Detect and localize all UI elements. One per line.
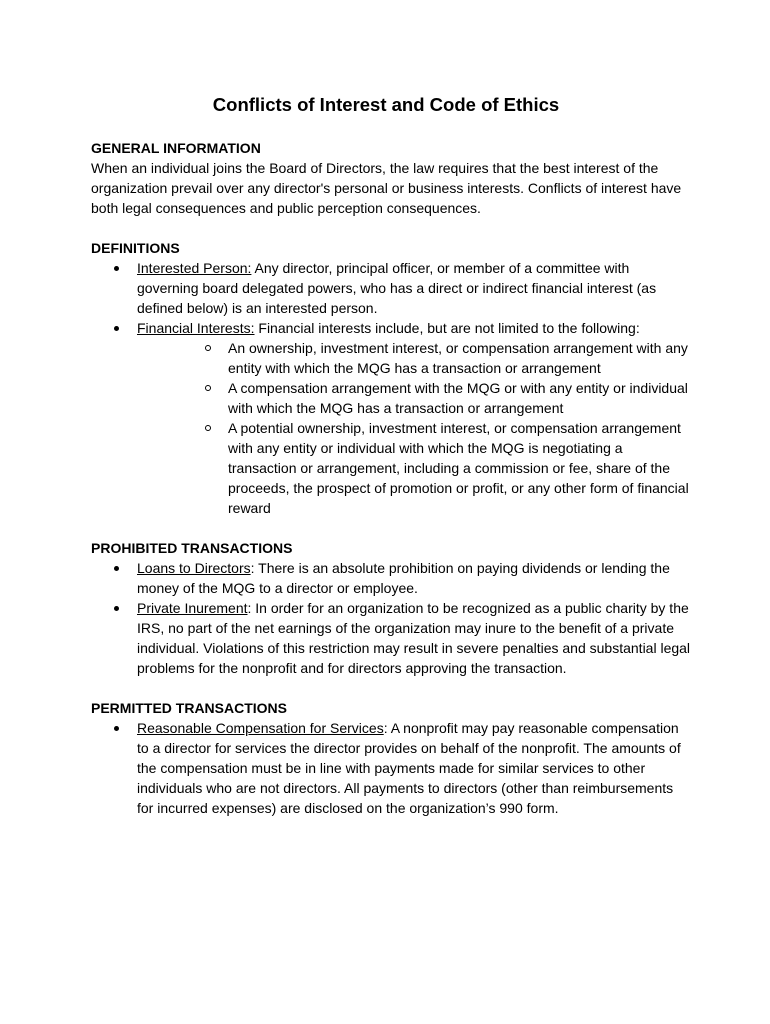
sub-list-item bbox=[137, 418, 691, 518]
sub-item-text: A potential ownership, investment interest, or compensation arrangement with any entity or individual with which the MQG is negotiating a transaction or arrangement, including a commission or fee, share of the proceeds, the prospect of promotion or profit, or any other form of financial reward bbox=[228, 420, 689, 516]
sub-list-item bbox=[137, 338, 691, 378]
term-label: Private Inurement bbox=[137, 600, 248, 616]
sub-item-text: A compensation arrangement with the MQG or with any entity or individual with which the MQG has a transaction or arrangement bbox=[228, 380, 688, 416]
section-heading: GENERAL INFORMATION bbox=[91, 140, 261, 156]
list-item bbox=[91, 718, 691, 818]
definitions-list bbox=[91, 258, 691, 518]
page-title: Conflicts of Interest and Code of Ethics bbox=[212, 94, 560, 115]
term-label: Interested Person: bbox=[137, 260, 252, 276]
section-heading: DEFINITIONS bbox=[91, 240, 180, 256]
section-heading: PERMITTED TRANSACTIONS bbox=[91, 700, 287, 716]
sub-list-item bbox=[137, 378, 691, 418]
list-item bbox=[91, 598, 691, 678]
section-prohibited-transactions bbox=[91, 538, 691, 678]
item-text: : There is an absolute prohibition on paying dividends or lending the money of the MQG to a director or employee. bbox=[137, 560, 670, 596]
item-text: Financial interests include, but are not limited to the following: bbox=[254, 320, 640, 336]
item-text: : In order for an organization to be recognized as a public charity by the IRS, no part of the net earnings of the organization may inure to the benefit of a private individual. Violations of this restriction may result in severe penalties and substantial legal problems for the nonprofit and for directors approving the transaction. bbox=[137, 600, 691, 676]
section-paragraph: When an individual joins the Board of Directors, the law requires that the best interest of the organization prevail over any director's personal or business interests. Conflicts of interest have both legal consequences and public perception consequences. bbox=[91, 160, 682, 216]
list-item bbox=[91, 558, 691, 598]
prohibited-list bbox=[91, 558, 691, 678]
term-label: Loans to Directors bbox=[137, 560, 251, 576]
list-item bbox=[91, 318, 691, 518]
term-label: Financial Interests: bbox=[137, 320, 255, 336]
item-text: Any director, principal officer, or member of a committee with governing board delegated powers, who has a direct or indirect financial interest (as defined below) is an interested person. bbox=[137, 260, 657, 316]
financial-interests-sublist bbox=[137, 338, 691, 518]
section-permitted-transactions bbox=[91, 698, 691, 818]
permitted-list bbox=[91, 718, 691, 818]
section-general-information bbox=[91, 138, 691, 218]
list-item bbox=[91, 258, 691, 318]
item-text: : A nonprofit may pay reasonable compensation to a director for services the director provides on behalf of the nonprofit. The amounts of the compensation must be in line with payments made for similar services to other individuals who are not directors. All payments to directors (other than reimbursements for incurred expenses) are disclosed on the organization’s 990 form. bbox=[137, 720, 681, 816]
section-definitions bbox=[91, 238, 691, 518]
document-body bbox=[91, 138, 691, 838]
section-heading: PROHIBITED TRANSACTIONS bbox=[91, 540, 293, 556]
sub-item-text: An ownership, investment interest, or compensation arrangement with any entity with which the MQG has a transaction or arrangement bbox=[228, 340, 688, 376]
term-label: Reasonable Compensation for Services bbox=[137, 720, 384, 736]
